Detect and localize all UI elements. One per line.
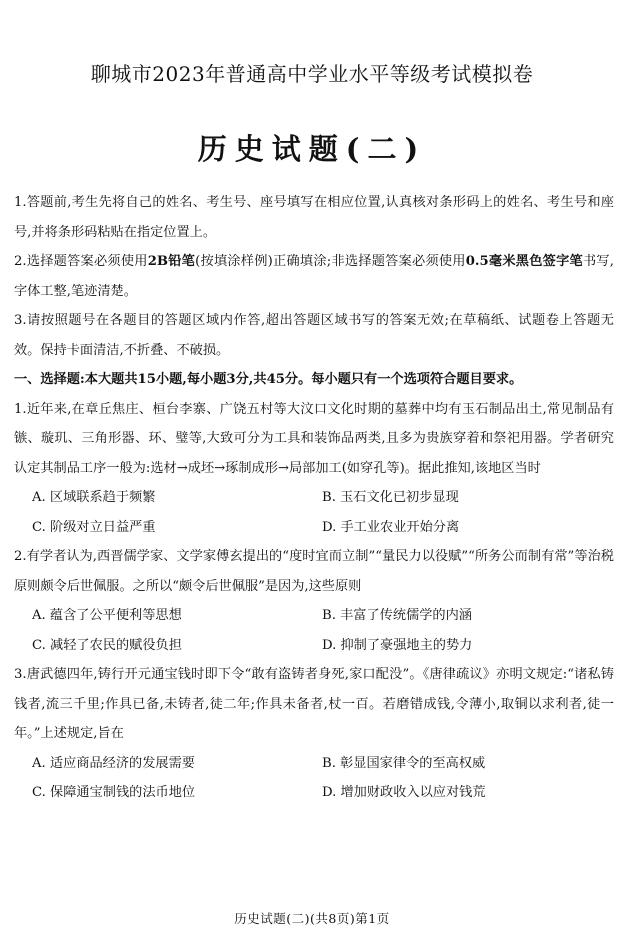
option-row: [14, 513, 614, 543]
instruction-3: 3.请按照题号在各题目的答题区域内作答,超出答题区域书写的答案无效;在草稿纸、试题卷上答题无效。保持卡面清洁,不折叠、不破损。: [14, 313, 614, 358]
option-a: A. 适应商品经济的发展需要: [32, 755, 195, 771]
instruction-2-part-e: 书写,字体工整,笔迹清楚。: [14, 254, 615, 299]
section-heading: 一、选择题:本大题共15小题,每小题3分,共45分。每小题只有一个选项符合题目要求。: [14, 372, 523, 387]
exam-title: 聊城市2023年普通高中学业水平等级考试模拟卷: [90, 62, 534, 86]
option-row: [14, 631, 614, 661]
exam-body: [14, 188, 614, 808]
option-c: C. 保障通宝制钱的法币地位: [32, 785, 196, 800]
option-b: B. 丰富了传统儒学的内涵: [322, 608, 472, 623]
question-1: [14, 395, 614, 543]
option-d: D. 抑制了豪强地主的势力: [322, 637, 473, 653]
instruction-1: 1.答题前,考生先将自己的姓名、考生号、座号填写在相应位置,认真核对条形码上的姓名、考生号和座号,并将条形码粘贴在指定位置上。: [14, 195, 614, 240]
question-2: [14, 542, 614, 660]
option-c: C. 减轻了农民的赋役负担: [32, 637, 182, 653]
option-row: [14, 778, 614, 808]
option-a: A. 蕴含了公平便利等思想: [32, 608, 182, 623]
question-stem: 1.近年来,在章丘焦庄、桓台李寨、广饶五村等大汶口文化时期的墓葬中均有玉石制品出土,常见制品有镞、璇玑、三角形器、环、璧等,大致可分为工具和装饰品两类,且多为贵族穿着和祭祀用器。学者研究认定其制品工序一般为:选材→成坯→琢制成形→局部加工(如穿孔等)。据此推知,该地区当时: [14, 401, 614, 476]
option-row: [14, 483, 614, 513]
question-3: [14, 660, 614, 808]
question-stem: 2.有学者认为,西晋儒学家、文学家傅玄提出的“度时宜而立制”“量民力以役赋”“所务公而制有常”等治税原则颇令后世佩服。之所以“颇令后世佩服”是因为,这些原则: [14, 549, 614, 594]
option-d: D. 增加财政收入以应对钱荒: [322, 785, 486, 800]
instruction-2-part-c: (按填涂样例)正确填涂;非选择题答案必须使用: [195, 254, 466, 269]
page-footer: 历史试题(二)(共8页)第1页: [234, 911, 390, 926]
option-a: A. 区域联系趋于频繁: [32, 490, 156, 505]
instruction-2-pencil: 2B铅笔: [147, 254, 196, 269]
option-d: D. 手工业农业开始分离: [322, 519, 460, 535]
option-b: B. 玉石文化已初步显现: [322, 490, 459, 505]
instruction-2-pen: 0.5毫米黑色签字笔: [465, 254, 583, 269]
option-c: C. 阶级对立日益严重: [32, 519, 156, 535]
option-b: B. 彰显国家律令的至高权威: [322, 755, 486, 771]
question-stem: 3.唐武德四年,铸行开元通宝钱时即下令“敢有盗铸者身死,家口配没”。《唐律疏议》亦明文规定:“诸私铸钱者,流三千里;作具已备,未铸者,徒二年;作具未备者,杖一百。若磨错成钱,令薄小,取铜以求利者,徒一年。”上述规定,旨在: [14, 667, 614, 741]
instruction-2-part-a: 2.选择题答案必须使用: [14, 254, 148, 269]
subject-title: 历史试题(二): [197, 132, 427, 166]
option-row: [14, 601, 614, 631]
instruction-2: [14, 247, 614, 306]
option-row: [14, 749, 614, 779]
